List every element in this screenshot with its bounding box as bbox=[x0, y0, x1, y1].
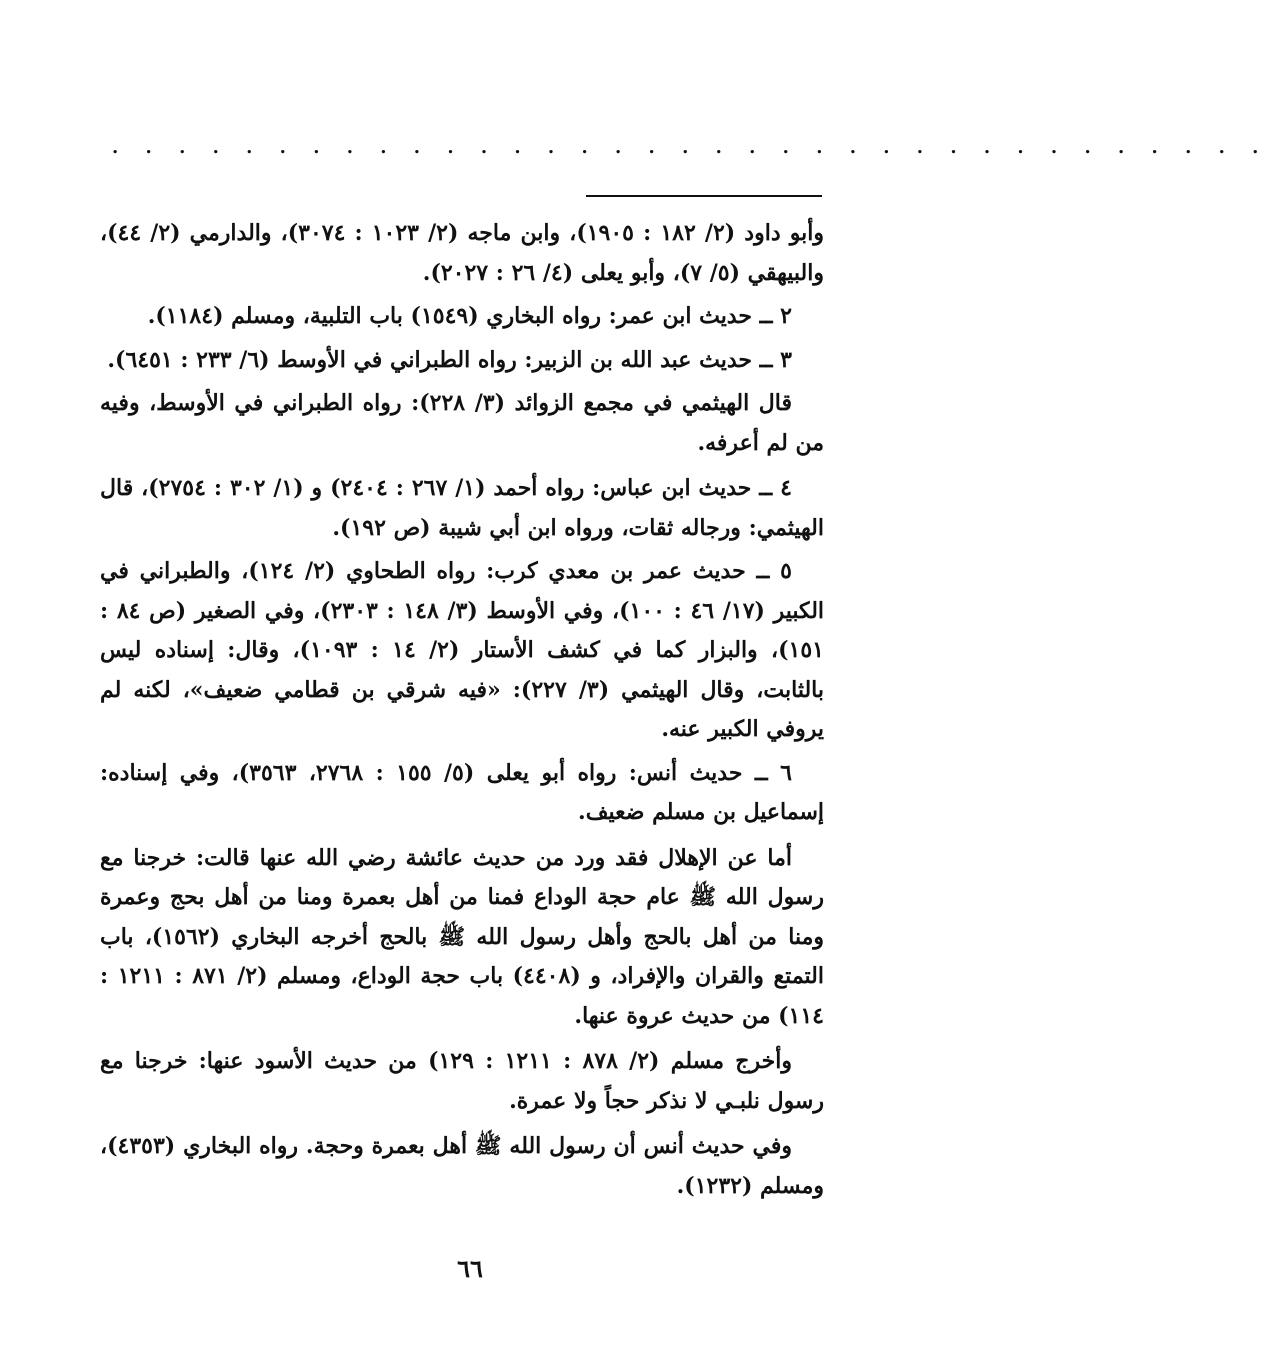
footnote-text-block bbox=[100, 214, 824, 1210]
footnote-item-3: ٣ ــ حديث عبد الله بن الزبير: رواه الطبراني في الأوسط (٦/ ٢٣٣ : ٦٤٥١). bbox=[107, 346, 792, 373]
footnote-rule bbox=[586, 195, 822, 197]
footnote-haythami-note: قال الهيثمي في مجمع الزوائد (٣/ ٢٢٨): رواه الطبراني في الأوسط، وفيه من لم أعرفه. bbox=[100, 390, 824, 456]
footnote-item-4: ٤ ــ حديث ابن عباس: رواه أحمد (١/ ٢٦٧ : ٢٤٠٤) و (١/ ٣٠٢ : ٢٧٥٤)، قال الهيثمي: ورجاله ثقات، ورواه ابن أبي شيبة (ص ١٩٢). bbox=[100, 475, 824, 541]
page-number: ٦٦ bbox=[457, 1254, 483, 1283]
footnote-item-6: ٦ ــ حديث أنس: رواه أبو يعلى (٥/ ١٥٥ : ٢٧٦٨، ٣٥٦٣)، وفي إسناده: إسماعيل بن مسلم ضعيف. bbox=[100, 759, 824, 825]
footnote-item-5: ٥ ــ حديث عمر بن معدي كرب: رواه الطحاوي (٢/ ١٢٤)، والطبراني في الكبير (١٧/ ٤٦ : ١٠٠)، وفي الأوسط (٣/ ١٤٨ : ٢٣٠٣)، وفي الصغير (ص ٨٤ : ١٥١)، والبزار كما في كشف الأستار (٢/ ١٤ : ١٠٩٣)، وقال: إسناده ليس بالثابت، وقال الهيثمي (٣/ ٢٢٧): «فيه شرقي بن قطامي ضعيف»، لكنه لم يروفي الكبير عنه. bbox=[100, 558, 825, 742]
footnote-item-2: ٢ ــ حديث ابن عمر: رواه البخاري (١٥٤٩) باب التلبية، ومسلم (١١٨٤). bbox=[147, 303, 792, 329]
footnote-muslim-paragraph: وأخرج مسلم (٢/ ٨٧٨ : ١٢١١ : ١٢٩) من حديث الأسود عنها: خرجنا مع رسول نلبـي لا نذكر حجاً ولا عمرة. bbox=[100, 1048, 824, 1114]
footnote-anas-paragraph: وفي حديث أنس أن رسول الله ﷺ أهل بعمرة وحجة. رواه البخاري (٤٣٥٣)، ومسلم (١٢٣٢). bbox=[100, 1133, 824, 1199]
footnote-ihlal-paragraph: أما عن الإهلال فقد ورد من حديث عائشة رضي الله عنها قالت: خرجنا مع رسول الله ﷺ عام حجة الوداع فمنا من أهل بعمرة ومنا من أهل بحج وعمرة ومنا من أهل بالحج وأهل رسول الله ﷺ بالحج أخرجه البخاري (١٥٦٢)، باب التمتع والقران والإفراد، و (٤٤٠٨) باب حجة الوداع، ومسلم (٢/ ٨٧١ : ١٢١١ : ١١٤) من حديث عروة عنها. bbox=[100, 844, 824, 1029]
dotted-separator: . . . . . . . . . . . . . . . . . . . . . . . . . . . . . . . . . . . bbox=[112, 137, 1269, 158]
footnote-paragraph-1: وأبو داود (٢/ ١٨٢ : ١٩٠٥)، وابن ماجه (٢/ ١٠٢٣ : ٣٠٧٤)، والدارمي (٢/ ٤٤)، والبيهقي (٥/ ٧)، وأبو يعلى (٤/ ٢٦ : ٢٠٢٧). bbox=[100, 220, 824, 286]
